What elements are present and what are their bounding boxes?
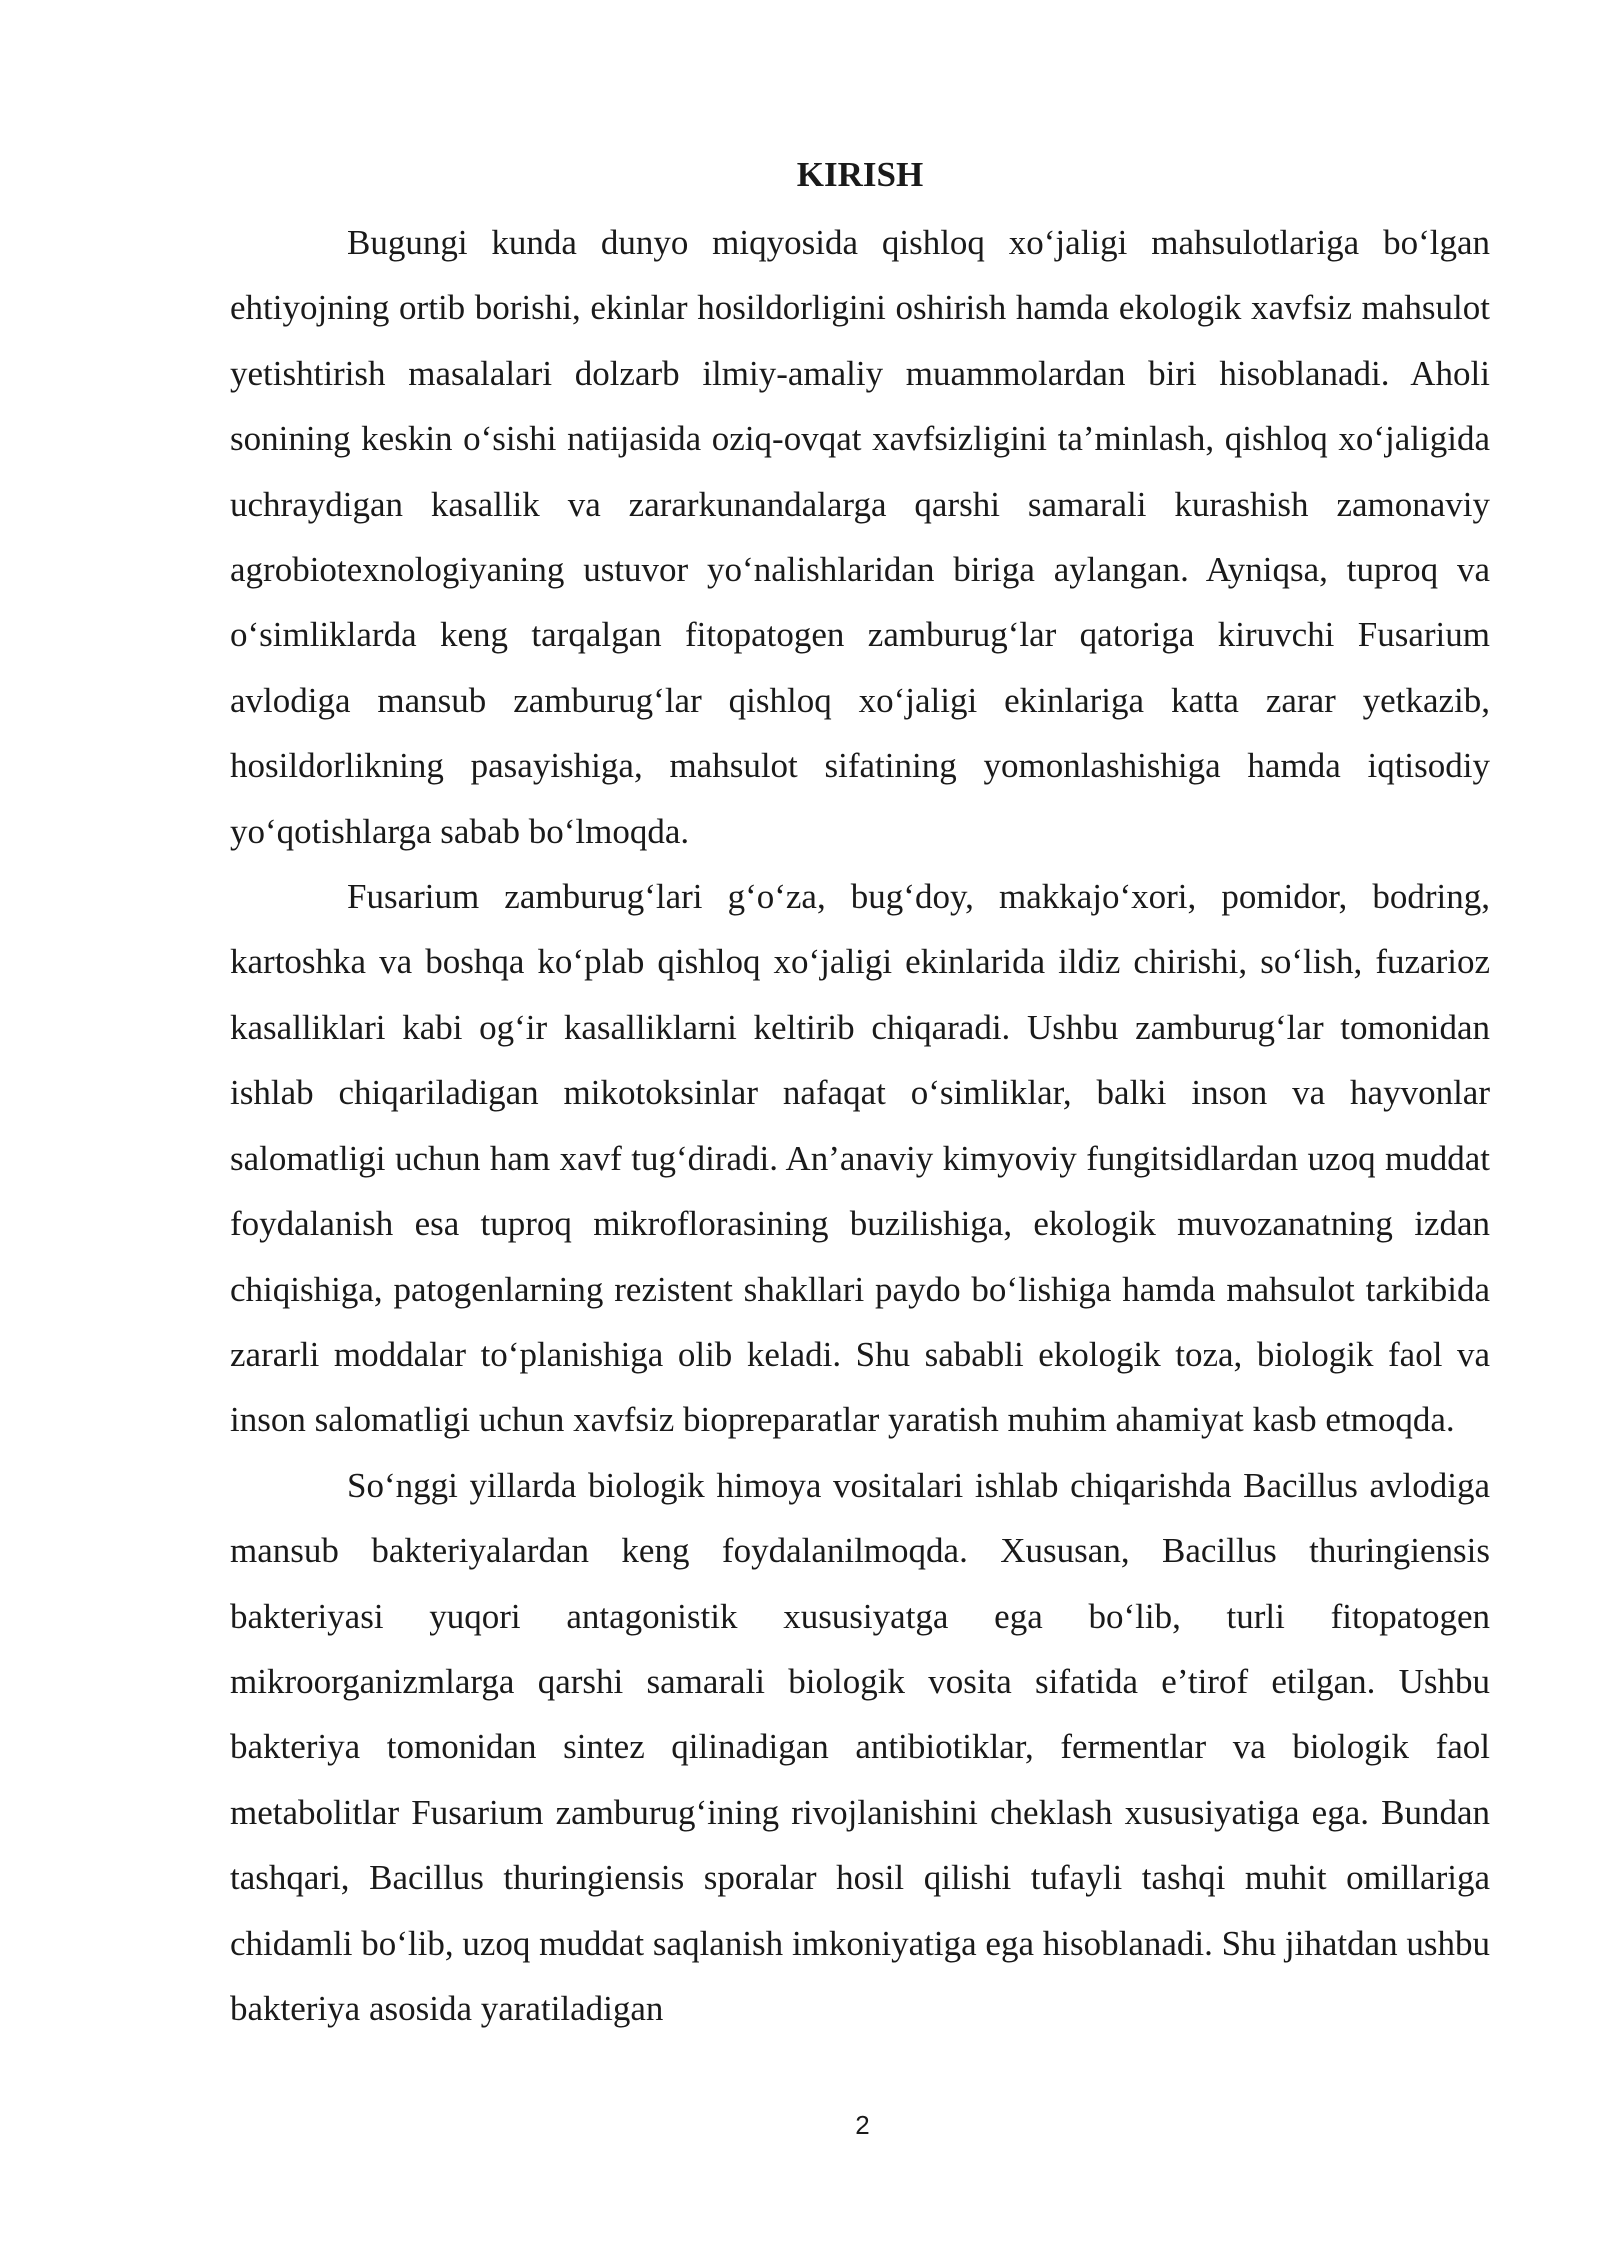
page-number: 2 — [855, 2110, 870, 2140]
body-text — [230, 210, 1490, 2041]
section-heading: KIRISH — [796, 155, 924, 194]
paragraph-2: Fusarium zamburug‘lari g‘o‘za, bug‘doy, makkajo‘xori, pomidor, bodring, kartoshka va boshqa ko‘plab qishloq xo‘jaligi ekinlarida ildiz chirishi, so‘lish, fuzarioz kasalliklari kabi og‘ir kasalliklarni keltirib chiqaradi. Ushbu zamburug‘lar tomonidan ishlab chiqariladigan mikotoksinlar nafaqat o‘simliklar, balki inson va hayvonlar salomatligi uchun ham xavf tug‘diradi. An’anaviy kimyoviy fungitsidlardan uzoq muddat foydalanish esa tuproq mikroflorasining buzilishiga, ekologik muvozanatning izdan chiqishiga, patogenlarning rezistent shakllari paydo bo‘lishiga hamda mahsulot tarkibida zararli moddalar to‘planishiga olib keladi. Shu sababli ekologik toza, biologik faol va inson salomatligi uchun xavfsiz biopreparatlar yaratish muhim ahamiyat kasb etmoqda. — [230, 877, 1490, 1440]
paragraph-3: So‘nggi yillarda biologik himoya vositalari ishlab chiqarishda Bacillus avlodiga mansub bakteriyalardan keng foydalanilmoqda. Xususan, Bacillus thuringiensis bakteriyasi yuqori antagonistik xususiyatga ega bo‘lib, turli fitopatogen mikroorganizmlarga qarshi samarali biologik vosita sifatida e’tirof etilgan. Ushbu bakteriya tomonidan sintez qilinadigan antibiotiklar, fermentlar va biologik faol metabolitlar Fusarium zamburug‘ining rivojlanishini cheklash xususiyatiga ega. Bundan tashqari, Bacillus thuringiensis sporalar hosil qilishi tufayli tashqi muhit omillariga chidamli bo‘lib, uzoq muddat saqlanish imkoniyatiga ega hisoblanadi. Shu jihatdan ushbu bakteriya asosida yaratiladigan — [230, 1465, 1490, 2028]
paragraph-1: Bugungi kunda dunyo miqyosida qishloq xo‘jaligi mahsulotlariga bo‘lgan ehtiyojning ortib borishi, ekinlar hosildorligini oshirish hamda ekologik xavfsiz mahsulot yetishtirish masalalari dolzarb ilmiy-amaliy muammolardan biri hisoblanadi. Aholi sonining keskin o‘sishi natijasida oziq-ovqat xavfsizligini ta’minlash, qishloq xo‘jaligida uchraydigan kasallik va zararkunandalarga qarshi samarali kurashish zamonaviy agrobiotexnologiyaning ustuvor yo‘nalishlaridan biriga aylangan. Ayniqsa, tuproq va o‘simliklarda keng tarqalgan fitopatogen zamburug‘lar qatoriga kiruvchi Fusarium avlodiga mansub zamburug‘lar qishloq xo‘jaligi ekinlariga katta zarar yetkazib, hosildorlikning pasayishiga, mahsulot sifatining yomonlashishiga hamda iqtisodiy yo‘qotishlarga sabab bo‘lmoqda. — [230, 223, 1490, 851]
